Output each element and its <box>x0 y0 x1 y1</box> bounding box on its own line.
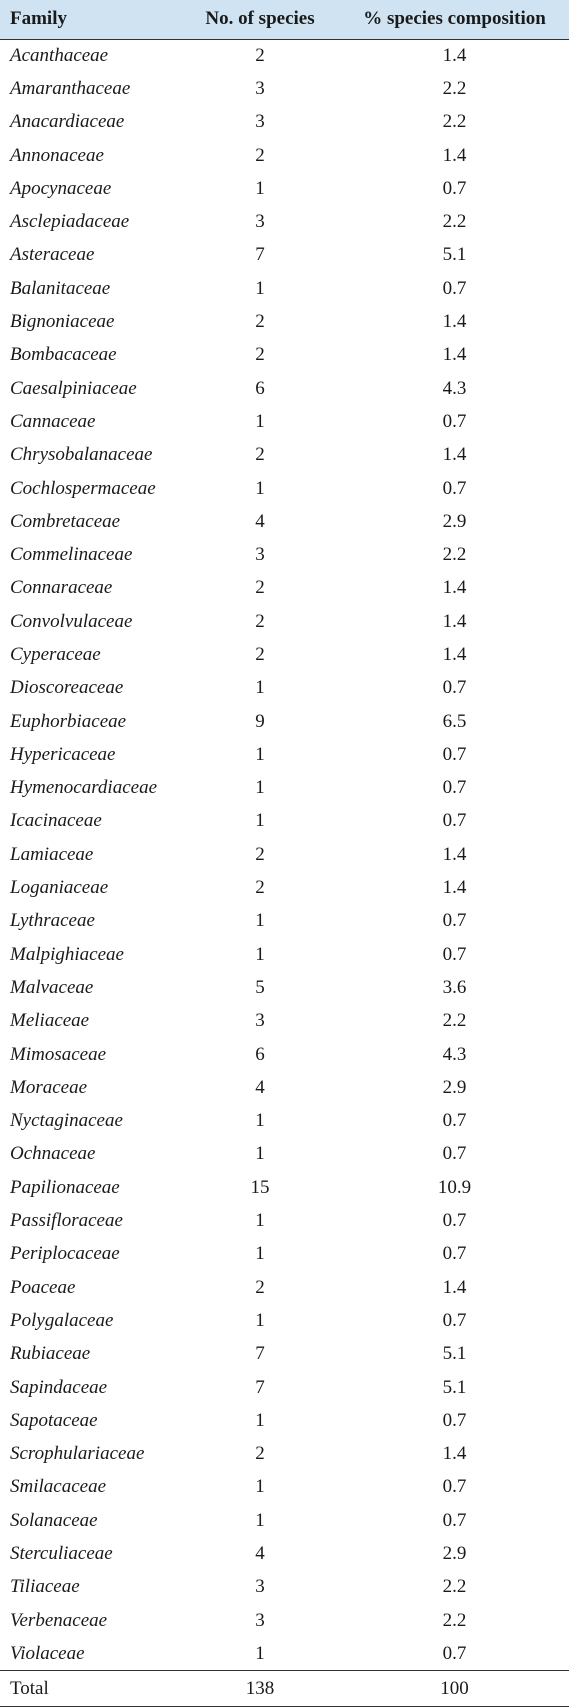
species-count: 2 <box>255 44 265 66</box>
table-row <box>0 372 569 405</box>
species-composition: 1.4 <box>442 444 467 466</box>
table-row <box>0 905 569 938</box>
species-count: 2 <box>255 643 265 665</box>
species-composition: 0.7 <box>442 177 467 199</box>
family-name: Bignoniaceae <box>10 311 115 333</box>
species-count: 1 <box>255 677 265 699</box>
family-name: Balanitaceae <box>10 277 111 299</box>
table-row <box>0 1238 569 1271</box>
family-name: Moraceae <box>10 1076 88 1098</box>
family-name: Papilionaceae <box>10 1176 120 1198</box>
species-composition: 1.4 <box>442 44 467 66</box>
table-row <box>0 505 569 538</box>
species-count: 1 <box>255 410 265 432</box>
table-row <box>0 1471 569 1504</box>
species-composition: 5.1 <box>442 244 467 266</box>
family-name: Ochnaceae <box>10 1143 96 1165</box>
table-row <box>0 472 569 505</box>
family-name: Caesalpiniaceae <box>10 377 137 399</box>
family-name: Periplocaceae <box>10 1243 120 1265</box>
species-count: 4 <box>255 1076 265 1098</box>
species-count: 6 <box>255 1043 265 1065</box>
species-count: 4 <box>255 510 265 532</box>
species-count: 2 <box>255 843 265 865</box>
species-count: 2 <box>255 610 265 632</box>
species-composition: 0.7 <box>442 910 467 932</box>
species-count: 7 <box>255 244 265 266</box>
table-row <box>0 971 569 1004</box>
species-composition: 2.2 <box>442 544 467 566</box>
species-count: 3 <box>255 77 265 99</box>
species-composition: 5.1 <box>442 1343 467 1365</box>
species-composition: 6.5 <box>442 710 467 732</box>
species-composition: 1.4 <box>442 1443 467 1465</box>
species-composition: 0.7 <box>442 1642 467 1664</box>
species-count: 1 <box>255 1143 265 1165</box>
species-count: 1 <box>255 1509 265 1531</box>
table-row <box>0 1504 569 1537</box>
total-composition: 100 <box>340 1671 569 1707</box>
species-count: 7 <box>255 1376 265 1398</box>
species-composition: 0.7 <box>442 1476 467 1498</box>
species-count: 3 <box>255 111 265 133</box>
family-name: Anacardiaceae <box>10 111 125 133</box>
species-composition: 0.7 <box>442 1509 467 1531</box>
family-name: Convolvulaceae <box>10 610 133 632</box>
table-row <box>0 1271 569 1304</box>
species-composition: 2.2 <box>442 1609 467 1631</box>
family-name: Sapindaceae <box>10 1376 108 1398</box>
table-row <box>0 1304 569 1337</box>
species-composition: 5.1 <box>442 1376 467 1398</box>
species-composition: 2.9 <box>442 510 467 532</box>
table-row <box>0 1338 569 1371</box>
table-row <box>0 106 569 139</box>
species-count: 1 <box>255 1110 265 1132</box>
species-count: 2 <box>255 311 265 333</box>
species-composition: 2.9 <box>442 1543 467 1564</box>
species-composition: 2.2 <box>442 211 467 233</box>
family-name: Meliaceae <box>10 1010 90 1032</box>
species-composition: 0.7 <box>442 943 467 965</box>
species-composition: 0.7 <box>442 1143 467 1165</box>
family-name: Bombacaceae <box>10 344 117 366</box>
species-count: 15 <box>250 1176 270 1198</box>
species-composition: 2.2 <box>442 1010 467 1032</box>
family-name: Commelinaceae <box>10 544 133 566</box>
species-count: 2 <box>255 877 265 899</box>
species-count: 1 <box>255 177 265 199</box>
species-composition: 4.3 <box>442 1043 467 1065</box>
table-row <box>0 272 569 305</box>
family-name: Combretaceae <box>10 510 121 532</box>
table-row <box>0 1071 569 1104</box>
species-composition: 4.3 <box>442 377 467 399</box>
family-name: Asteraceae <box>10 244 95 266</box>
species-composition: 1.4 <box>442 344 467 366</box>
species-composition: 0.7 <box>442 810 467 832</box>
species-composition: 1.4 <box>442 144 467 166</box>
family-name: Malpighiaceae <box>10 943 124 965</box>
family-name: Chrysobalanaceae <box>10 444 153 466</box>
species-composition: 0.7 <box>442 410 467 432</box>
table-row <box>0 172 569 205</box>
species-composition: 1.4 <box>442 610 467 632</box>
table-row <box>0 605 569 638</box>
table-row <box>0 772 569 805</box>
table-row <box>0 339 569 372</box>
species-count: 1 <box>255 743 265 765</box>
species-count: 1 <box>255 1476 265 1498</box>
family-name: Amaranthaceae <box>10 77 131 99</box>
family-name: Lamiaceae <box>10 843 94 865</box>
table-row <box>0 1437 569 1470</box>
species-count: 1 <box>255 477 265 499</box>
table-row <box>0 1604 569 1637</box>
family-name: Dioscoreaceae <box>10 677 124 699</box>
table-row <box>0 1005 569 1038</box>
table-row <box>0 1038 569 1071</box>
table-row <box>0 72 569 105</box>
family-name: Malvaceae <box>10 976 94 998</box>
family-name: Loganiaceae <box>10 877 109 899</box>
header-species-composition: % species composition <box>340 0 569 39</box>
total-row <box>0 1671 569 1707</box>
species-composition: 0.7 <box>442 1409 467 1431</box>
species-composition: 2.2 <box>442 77 467 99</box>
species-count: 3 <box>255 544 265 566</box>
species-count: 1 <box>255 1642 265 1664</box>
family-name: Cannaceae <box>10 410 96 432</box>
family-name: Scrophulariaceae <box>10 1443 145 1465</box>
family-name: Hypericaceae <box>10 743 116 765</box>
species-count: 1 <box>255 1409 265 1431</box>
species-composition: 1.4 <box>442 1276 467 1298</box>
table-row <box>0 1404 569 1437</box>
table-row <box>0 139 569 172</box>
family-name: Euphorbiaceae <box>10 710 127 732</box>
species-composition: 0.7 <box>442 1243 467 1265</box>
table-row <box>0 305 569 338</box>
species-composition: 0.7 <box>442 677 467 699</box>
table-row <box>0 1371 569 1404</box>
table-row <box>0 938 569 971</box>
species-composition: 0.7 <box>442 277 467 299</box>
family-name: Connaraceae <box>10 577 113 599</box>
table-row <box>0 705 569 738</box>
table-footer <box>0 1671 569 1707</box>
family-name: Verbenaceae <box>10 1609 108 1631</box>
species-composition: 2.2 <box>442 1576 467 1598</box>
species-count: 6 <box>255 377 265 399</box>
species-count: 9 <box>255 710 265 732</box>
table-row <box>0 805 569 838</box>
family-name: Sapotaceae <box>10 1409 98 1431</box>
table-header <box>0 0 569 39</box>
species-count: 2 <box>255 577 265 599</box>
species-count: 1 <box>255 943 265 965</box>
species-composition: 1.4 <box>442 843 467 865</box>
species-count: 7 <box>255 1343 265 1365</box>
table-row <box>0 871 569 904</box>
header-family: Family <box>0 0 180 39</box>
species-count: 3 <box>255 1609 265 1631</box>
header-no-of-species: No. of species <box>180 0 340 39</box>
species-composition: 0.7 <box>442 743 467 765</box>
table-row <box>0 405 569 438</box>
total-species-count: 138 <box>180 1671 340 1707</box>
header-row <box>0 0 569 39</box>
species-count: 5 <box>255 976 265 998</box>
species-count: 1 <box>255 777 265 799</box>
table-row <box>0 1105 569 1138</box>
table-row <box>0 638 569 671</box>
total-label: Total <box>0 1671 180 1707</box>
table-row <box>0 1138 569 1171</box>
table-row <box>0 439 569 472</box>
species-count: 1 <box>255 1243 265 1265</box>
species-count: 2 <box>255 144 265 166</box>
family-name: Mimosaceae <box>10 1043 107 1065</box>
species-count: 3 <box>255 211 265 233</box>
family-name: Passifloraceae <box>10 1210 123 1232</box>
table-row <box>0 538 569 571</box>
table-row <box>0 239 569 272</box>
table-body <box>0 39 569 1671</box>
species-composition: 3.6 <box>442 976 467 998</box>
table-row <box>0 1571 569 1604</box>
species-count: 1 <box>255 1210 265 1232</box>
family-name: Solanaceae <box>10 1509 98 1531</box>
family-name: Apocynaceae <box>10 177 112 199</box>
family-name: Annonaceae <box>10 144 104 166</box>
species-count: 2 <box>255 1276 265 1298</box>
table-row <box>0 738 569 771</box>
species-count: 3 <box>255 1576 265 1598</box>
species-count: 2 <box>255 344 265 366</box>
species-composition: 1.4 <box>442 643 467 665</box>
table-row <box>0 1637 569 1670</box>
species-composition: 1.4 <box>442 577 467 599</box>
species-count: 2 <box>255 444 265 466</box>
species-composition: 10.9 <box>437 1176 472 1198</box>
family-name: Poaceae <box>10 1276 76 1298</box>
table-row <box>0 672 569 705</box>
family-name: Acanthaceae <box>10 44 109 66</box>
species-count: 1 <box>255 910 265 932</box>
family-name: Hymenocardiaceae <box>10 777 158 799</box>
species-count: 1 <box>255 277 265 299</box>
table-row <box>0 1537 569 1570</box>
family-name: Cochlospermaceae <box>10 477 156 499</box>
species-composition: 2.9 <box>442 1076 467 1098</box>
family-name: Violaceae <box>10 1642 85 1664</box>
family-name: Tiliaceae <box>10 1576 80 1598</box>
species-count: 3 <box>255 1010 265 1032</box>
family-name: Rubiaceae <box>10 1343 91 1365</box>
family-name: Asclepiadaceae <box>10 211 130 233</box>
table-row <box>0 572 569 605</box>
family-name: Nyctaginaceae <box>10 1110 123 1132</box>
species-composition: 2.2 <box>442 111 467 133</box>
family-name: Lythraceae <box>10 910 95 932</box>
table-row <box>0 205 569 238</box>
family-name: Polygalaceae <box>10 1309 114 1331</box>
species-composition: 1.4 <box>442 877 467 899</box>
species-composition: 0.7 <box>442 1309 467 1331</box>
family-name: Sterculiaceae <box>10 1543 113 1564</box>
table-row <box>0 1171 569 1204</box>
species-count: 2 <box>255 1443 265 1465</box>
species-count: 1 <box>255 810 265 832</box>
species-composition: 0.7 <box>442 1110 467 1132</box>
family-name: Cyperaceae <box>10 643 101 665</box>
family-name: Icacinaceae <box>10 810 102 832</box>
species-composition: 0.7 <box>442 1210 467 1232</box>
table-row <box>0 838 569 871</box>
family-name: Smilacaceae <box>10 1476 107 1498</box>
species-composition: 1.4 <box>442 311 467 333</box>
species-count: 1 <box>255 1309 265 1331</box>
table-row <box>0 39 569 72</box>
species-composition: 0.7 <box>442 777 467 799</box>
table-row <box>0 1204 569 1237</box>
species-composition: 0.7 <box>442 477 467 499</box>
species-count: 4 <box>255 1543 265 1564</box>
